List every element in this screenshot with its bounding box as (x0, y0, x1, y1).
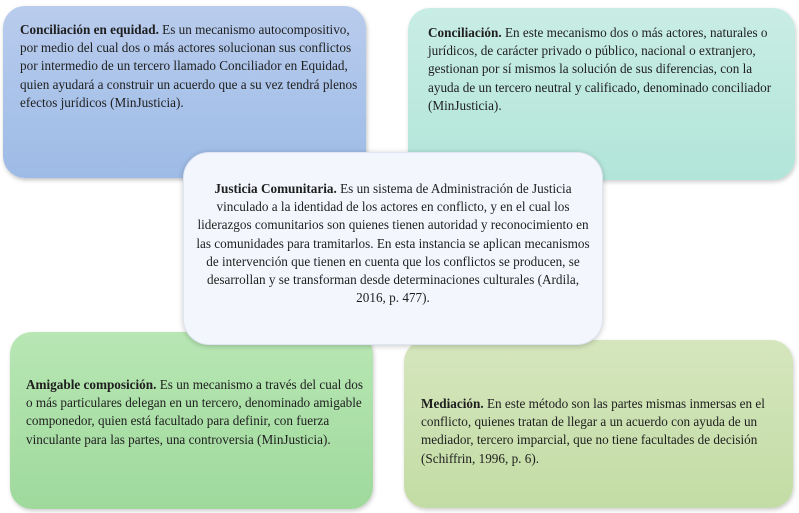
card-term: Justicia Comunitaria. (214, 181, 337, 196)
card-term: Amigable composición. (26, 377, 157, 392)
card-text: Es un sistema de Administración de Justicia vinculado a la identidad de los actores en conflicto, y en el cual los liderazgos comunitarios son quienes tienen autoridad y reconocimiento en las comunidades para tramitarlos. En esta instancia se aplican mecanismos de intervención que tienen en cuenta que los conflictos se producen, se desarrollan y se transforman desde determinaciones culturales (Ardila, 2016, p. 477). (196, 181, 590, 306)
card-amigable-composicion (10, 332, 373, 509)
card-term: Conciliación. (428, 25, 502, 40)
card-term: Conciliación en equidad. (20, 22, 159, 37)
card-mediacion (404, 340, 793, 508)
card-text: Es un mecanismo a través del cual dos o más particulares delegan en un tercero, denominado amigable componedor, quien está facultado para definir, con fuerza vinculante para las partes, una controversia (MinJusticia). (26, 377, 363, 447)
card-text: En este método son las partes mismas inmersas en el conflicto, quienes tratan de llegar a un acuerdo con ayuda de un mediador, tercero imparcial, que no tiene facultades de decisión (Schiffrin, 1996, p. 6). (421, 396, 765, 466)
card-text: En este mecanismo dos o más actores, naturales o jurídicos, de carácter privado o público, nacional o extranjero, gestionan por sí mismos la solución de sus diferencias, con la ayuda de un tercero neutral y calificado, denominado conciliador (MinJusticia). (428, 25, 772, 113)
card-term: Mediación. (421, 396, 484, 411)
card-justicia-comunitaria (183, 152, 603, 345)
card-text: Es un mecanismo autocompositivo, por medio del cual dos o más actores solucionan sus conflictos por intermedio de un tercero llamado Conciliador en Equidad, quien ayudará a construir un acuerdo que a su vez tendrá plenos efectos jurídicos (MinJusticia). (20, 22, 358, 110)
